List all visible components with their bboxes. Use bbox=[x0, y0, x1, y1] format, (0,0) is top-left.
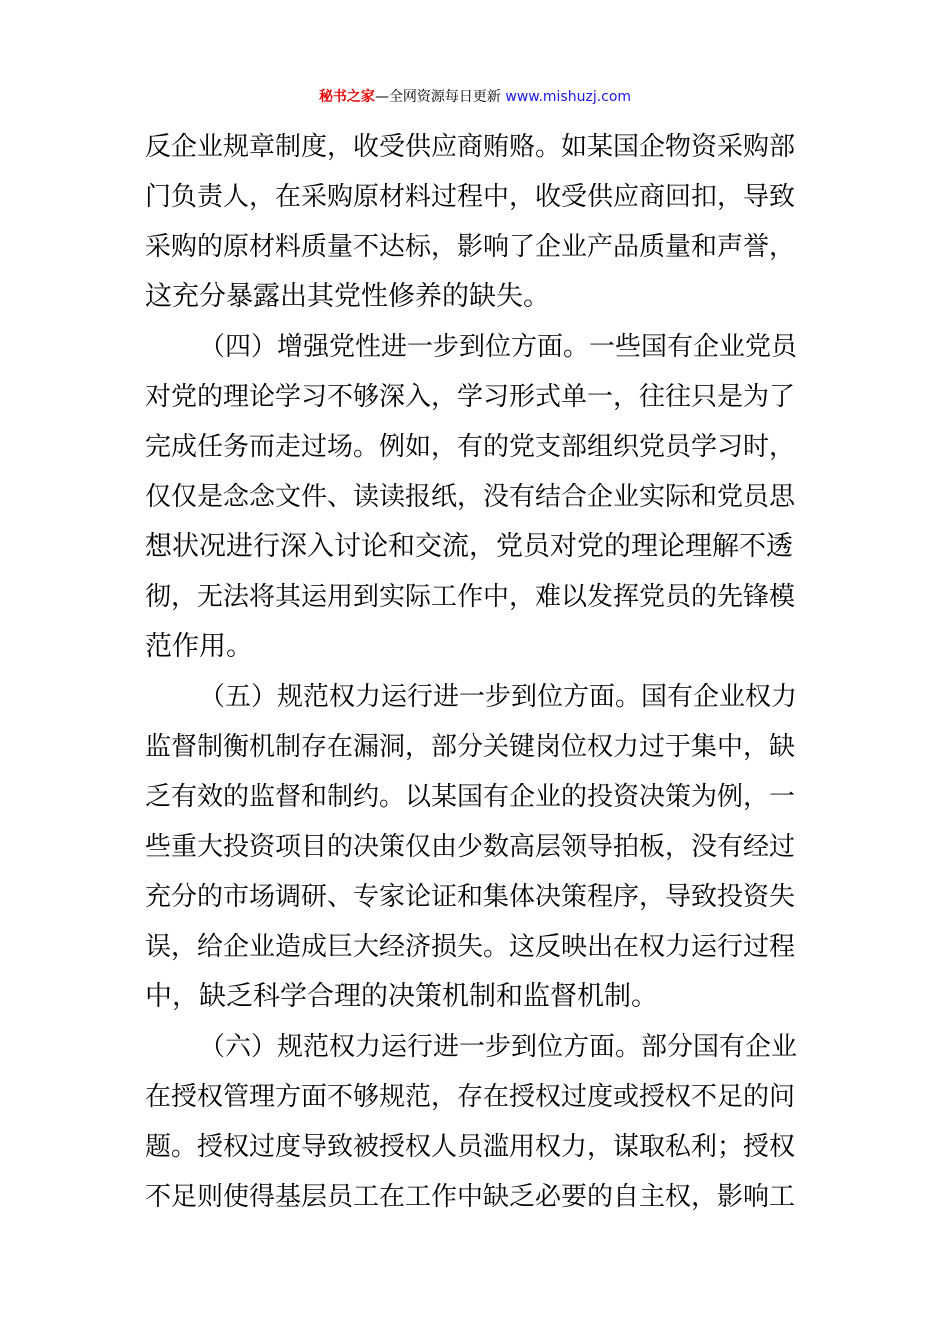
paragraph-line: 题。授权过度导致被授权人员滥用权力，谋取私利；授权 bbox=[145, 1132, 796, 1162]
paragraph-line: 乏有效的监督和制约。以某国有企业的投资决策为例，一 bbox=[145, 782, 796, 812]
paragraph-line: 误，给企业造成巨大经济损失。这反映出在权力运行过程 bbox=[145, 932, 796, 962]
paragraph-line: 彻，无法将其运用到实际工作中，难以发挥党员的先锋模 bbox=[145, 582, 796, 612]
paragraph-line: 仅仅是念念文件、读读报纸，没有结合企业实际和党员思 bbox=[145, 482, 796, 512]
paragraph-line: 门负责人，在采购原材料过程中，收受供应商回扣，导致 bbox=[145, 182, 796, 212]
paragraph-line: 中，缺乏科学合理的决策机制和监督机制。 bbox=[145, 981, 658, 1012]
section-heading-line: （五）规范权力运行进一步到位方面。国有企业权力 bbox=[199, 682, 798, 712]
paragraph-line: 采购的原材料质量不达标，影响了企业产品质量和声誉， bbox=[145, 232, 796, 262]
site-header bbox=[0, 80, 950, 114]
paragraph-line: 范作用。 bbox=[145, 631, 253, 662]
paragraph-line: 些重大投资项目的决策仅由少数高层领导拍板，没有经过 bbox=[145, 832, 796, 862]
section-heading-line: （六）规范权力运行进一步到位方面。部分国有企业 bbox=[199, 1032, 798, 1062]
paragraph-line: 反企业规章制度，收受供应商贿赂。如某国企物资采购部 bbox=[145, 132, 796, 162]
section-heading-line: （四）增强党性进一步到位方面。一些国有企业党员 bbox=[199, 332, 798, 362]
site-url-link[interactable]: www.mishuzj.com bbox=[505, 89, 632, 105]
paragraph-line: 想状况进行深入讨论和交流，党员对党的理论理解不透 bbox=[145, 531, 793, 562]
paragraph-line: 对党的理论学习不够深入，学习形式单一，往往只是为了 bbox=[145, 382, 796, 412]
paragraph-line: 不足则使得基层员工在工作中缺乏必要的自主权，影响工 bbox=[145, 1182, 796, 1212]
paragraph-line: 充分的市场调研、专家论证和集体决策程序，导致投资失 bbox=[145, 882, 796, 912]
paragraph-line: 这充分暴露出其党性修养的缺失。 bbox=[145, 281, 550, 312]
paragraph-line: 完成任务而走过场。例如，有的党支部组织党员学习时， bbox=[145, 432, 796, 462]
brand-name: 秘书之家 bbox=[318, 89, 375, 105]
paragraph-line: 监督制衡机制存在漏洞，部分关键岗位权力过于集中，缺 bbox=[145, 732, 796, 762]
header-tagline: —全网资源每日更新 bbox=[374, 89, 501, 105]
paragraph-line: 在授权管理方面不够规范，存在授权过度或授权不足的问 bbox=[145, 1082, 796, 1112]
